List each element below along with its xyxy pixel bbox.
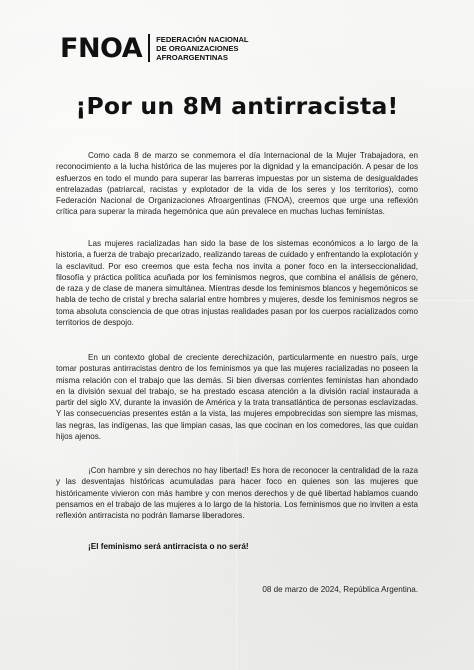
logo-divider	[148, 34, 150, 62]
logo-subtitle-line: DE ORGANIZACIONES	[156, 43, 239, 53]
page-title: ¡Por un 8M antirracista!	[75, 92, 399, 120]
fnoa-logo	[60, 34, 249, 62]
logo-wordmark: FNOA	[60, 32, 143, 64]
logo-subtitle-line: FEDERACIÓN NACIONAL	[156, 34, 249, 44]
date-line: 08 de marzo de 2024, República Argentina.	[262, 585, 418, 594]
paragraph: Como cada 8 de marzo se conmemora el día Internacional de la Mujer Trabajadora, en reconocimiento a la lucha histórica de las mujeres por la dignidad y la emancipación. A pesar de los esfuerzos en todo el mundo para superar las barreras impuestas por un sistema de desigualdades entrelazadas (patriarcal, racistas y explotador de la vida de los seres y los territorios), como Federación Nacional de Organizaciones Afroargentinas (FNOA), creemos que urge una reflexión crítica para superar la mirada hegemónica que aún prevalece en muchas luchas feministas.	[56, 151, 418, 217]
logo-subtitle	[156, 35, 248, 62]
paragraph: ¡Con hambre y sin derechos no hay libertad! Es hora de reconocer la centralidad de la raza y las desventajas históricas acumuladas para hacer foco en quienes son las mujeres que históricamente vivieron con más hambre y con menos derechos y de qué libertad hablamos cuando pensamos en el trabajo de las mujeres a lo largo de la historia. Los feminismos que no inviten a esta reflexión antirracista no podrán llamarse liberadores.	[56, 466, 418, 521]
closing-slogan: ¡El feminismo será antirracista o no será!	[88, 542, 249, 551]
logo-subtitle-line: AFROARGENTINAS	[156, 52, 228, 62]
paragraph: Las mujeres racializadas han sido la base de los sistemas económicos a lo largo de la historia, a fuerza de trabajo precarizado, realizando tareas de cuidado y enfrentando la explotación y la esclavitud. Por eso creemos que esta fecha nos invita a poner foco en la interseccionalidad, filosofía y práctica política acuñada por los feminismos negros, que combina el análisis de género, de raza y de clase de manera simultánea. Mientras desde los feminismos blancos y hegemónicos se habla de techo de cristal y brecha salarial entre hombres y mujeres, desde los feminismos negros se toma absoluta consciencia de que otras injustas realidades pasan por los cuerpos racializados como territorios de despojo.	[56, 239, 418, 328]
paragraph: En un contexto global de creciente derechización, particularmente en nuestro país, urge tomar posturas antirracistas dentro de los feminismos ya que las mujeres racializadas no poseen la misma relación con el trabajo que las demás. Si bien diversas corrientes feministas han ahondado en la división sexual del trabajo, se ha prestado escasa atención a la división racial instaurada a partir del siglo XV, durante la invasión de América y la trata transatlántica de personas esclavizadas. Y las consecuencias presentes están a la vista, las mujeres empobrecidas son siempre las mismas, las negras, las indígenas, las que limpian casas, las que cocinan en los comedores, las que cuidan hijos ajenos.	[56, 353, 418, 442]
